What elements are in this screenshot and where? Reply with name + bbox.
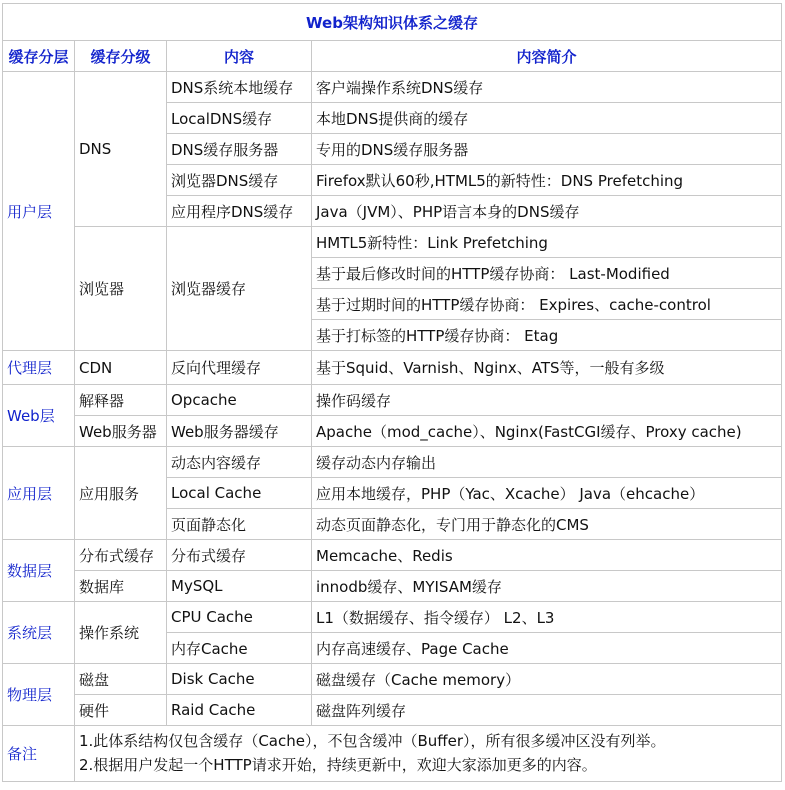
description-cell: 内存高速缓存、Page Cache [312, 633, 782, 664]
header-content: 内容 [167, 41, 312, 72]
layer-web: Web层 [3, 385, 75, 447]
description-cell: 应用本地缓存，PHP（Yac、Xcache） Java（ehcache） [312, 478, 782, 509]
content-cell: 分布式缓存 [167, 540, 312, 571]
note-cell [75, 726, 782, 782]
description-cell: Firefox默认60秒,HTML5的新特性：DNS Prefetching [312, 165, 782, 196]
description-cell: 缓存动态内存输出 [312, 447, 782, 478]
content-cell: DNS系统本地缓存 [167, 72, 312, 103]
description-cell: 基于过期时间的HTTP缓存协商： Expires、cache-control [312, 289, 782, 320]
description-cell: 本地DNS提供商的缓存 [312, 103, 782, 134]
cache-knowledge-table [2, 3, 782, 782]
layer-proxy: 代理层 [3, 351, 75, 385]
content-cell: Raid Cache [167, 695, 312, 726]
level-database: 数据库 [75, 571, 167, 602]
description-cell: 客户端操作系统DNS缓存 [312, 72, 782, 103]
description-cell: 磁盘阵列缓存 [312, 695, 782, 726]
level-app-service: 应用服务 [75, 447, 167, 540]
description-cell: 基于Squid、Varnish、Nginx、ATS等，一般有多级 [312, 351, 782, 385]
content-cell: Local Cache [167, 478, 312, 509]
note-line: 1.此体系结构仅包含缓存（Cache），不包含缓冲（Buffer），所有很多缓冲区没有列举。 [79, 731, 666, 750]
layer-physical: 物理层 [3, 664, 75, 726]
header-level: 缓存分级 [75, 41, 167, 72]
layer-data: 数据层 [3, 540, 75, 602]
level-disk: 磁盘 [75, 664, 167, 695]
description-cell: 专用的DNS缓存服务器 [312, 134, 782, 165]
description-cell: 动态页面静态化，专门用于静态化的CMS [312, 509, 782, 540]
layer-app: 应用层 [3, 447, 75, 540]
header-layer: 缓存分层 [3, 41, 75, 72]
level-cdn: CDN [75, 351, 167, 385]
content-cell: Disk Cache [167, 664, 312, 695]
content-cell: Opcache [167, 385, 312, 416]
description-cell: Memcache、Redis [312, 540, 782, 571]
description-cell: 基于最后修改时间的HTTP缓存协商： Last-Modified [312, 258, 782, 289]
content-cell: 内存Cache [167, 633, 312, 664]
content-cell: Web服务器缓存 [167, 416, 312, 447]
table-title: Web架构知识体系之缓存 [3, 4, 782, 41]
header-description: 内容简介 [312, 41, 782, 72]
content-cell: LocalDNS缓存 [167, 103, 312, 134]
layer-note: 备注 [3, 726, 75, 782]
level-interpreter: 解释器 [75, 385, 167, 416]
description-cell: Java（JVM）、PHP语言本身的DNS缓存 [312, 196, 782, 227]
content-cell: 动态内容缓存 [167, 447, 312, 478]
content-cell: DNS缓存服务器 [167, 134, 312, 165]
content-cell: 浏览器DNS缓存 [167, 165, 312, 196]
content-cell: MySQL [167, 571, 312, 602]
level-webserver: Web服务器 [75, 416, 167, 447]
description-cell: 基于打标签的HTTP缓存协商： Etag [312, 320, 782, 351]
content-cell: 反向代理缓存 [167, 351, 312, 385]
level-os: 操作系统 [75, 602, 167, 664]
level-distributed: 分布式缓存 [75, 540, 167, 571]
layer-system: 系统层 [3, 602, 75, 664]
content-cell: 页面静态化 [167, 509, 312, 540]
description-cell: 操作码缓存 [312, 385, 782, 416]
description-cell: innodb缓存、MYISAM缓存 [312, 571, 782, 602]
description-cell: 磁盘缓存（Cache memory） [312, 664, 782, 695]
description-cell: HMTL5新特性：Link Prefetching [312, 227, 782, 258]
level-hardware: 硬件 [75, 695, 167, 726]
content-cell: 应用程序DNS缓存 [167, 196, 312, 227]
description-cell: Apache（mod_cache）、Nginx(FastCGI缓存、Proxy cache) [312, 416, 782, 447]
level-browser: 浏览器 [75, 227, 167, 351]
content-cell: CPU Cache [167, 602, 312, 633]
note-line: 2.根据用户发起一个HTTP请求开始，持续更新中，欢迎大家添加更多的内容。 [79, 755, 597, 774]
layer-user: 用户层 [3, 72, 75, 351]
content-cell: 浏览器缓存 [167, 227, 312, 351]
description-cell: L1（数据缓存、指令缓存） L2、L3 [312, 602, 782, 633]
level-dns: DNS [75, 72, 167, 227]
